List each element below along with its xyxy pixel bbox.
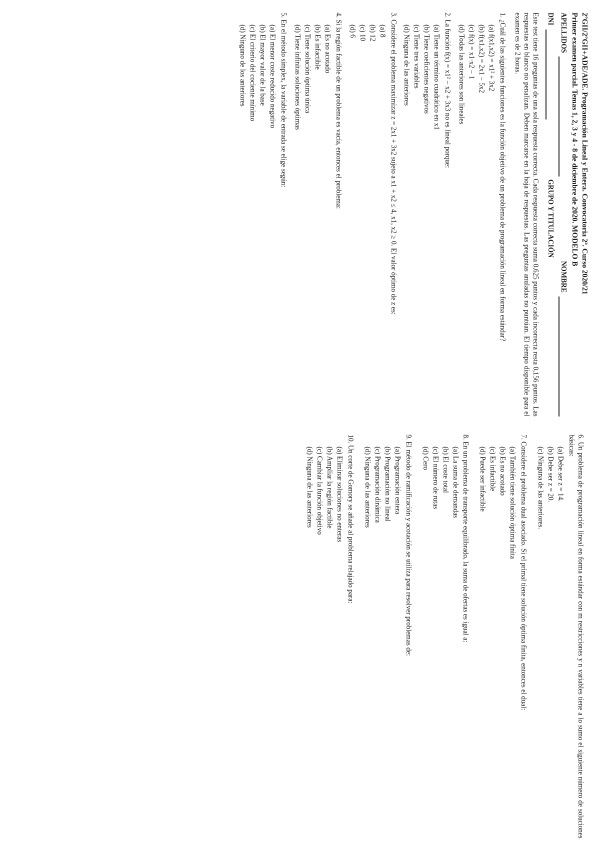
question-9 (362, 434, 412, 838)
group-field (545, 179, 554, 257)
option: (a) También tiene solución óptima finita (508, 446, 517, 559)
option: (c) El número de rutas (430, 446, 439, 509)
option: (b) El coste total (440, 446, 449, 493)
option: (b) Debe ser z = 20. (546, 446, 555, 502)
group-label: GRUPO Y TITULACIÓN (545, 178, 554, 258)
exam-title: 2ºGII/2ºGII+ADE/ADE. Programación Lineal y Entera. Convocatoria 2ª. Curso 2020/21 (580, 12, 589, 294)
name-blank (558, 296, 566, 416)
question-7 (477, 434, 527, 838)
option: (d) Ninguna de las anteriores (305, 446, 314, 528)
option: (b) 12 (367, 24, 376, 41)
question-text: 1. ¿Cuál de las siguientes funciones es la función objetivo de un problema de programación lineal en forma estándar? (498, 12, 507, 341)
surname-label: APELLIDOS (558, 12, 567, 53)
option: (c) Ninguna de las anteriores. (536, 446, 545, 529)
option: (b) Ampliar la región factible (325, 446, 334, 529)
option: (a) Programación entera (392, 446, 401, 514)
option: (b) Es no acotado (498, 446, 507, 496)
question-6 (535, 434, 584, 838)
question-text: 6. Un problema de programación lineal en forma estándar con m restricciones y n variables tiene a lo sumo el siguiente número de soluciones básicas: (567, 434, 584, 838)
option: (d) 6 (347, 24, 356, 38)
question-8 (420, 434, 470, 838)
option: (c) El criterio del cociente mínimo (248, 24, 257, 121)
option: (b) Programación no lineal (382, 446, 391, 522)
question-text: 8. En un problema de transporte equilibrado, la suma de ofertas es igual a: (461, 434, 470, 642)
option: (c) Cambiar la función objetivo (315, 446, 324, 535)
option: (a) El menor coste reducido negativo (268, 24, 277, 128)
question-10 (304, 434, 354, 838)
option: (a) 8 (377, 24, 386, 38)
name-fields (558, 12, 567, 416)
dni-field (545, 12, 554, 119)
option: (a) f(x1,x2) = x1² + 3x2 (487, 24, 496, 91)
option: (d) Ninguna de las anteriores (402, 24, 411, 106)
right-column (9, 434, 589, 838)
option: (d) Puede ser infactible (478, 446, 487, 512)
name-field (558, 261, 567, 417)
option: (d) Tiene infinitas soluciones óptimas (292, 24, 301, 130)
dni-blank (545, 29, 553, 119)
option: (a) Debe ser z = 14. (556, 446, 565, 502)
surname-blank (558, 56, 566, 176)
option: (b) Es infactible (312, 24, 321, 70)
option: (c) Programación dinámica (372, 446, 381, 523)
option: (d) Cero (420, 446, 429, 470)
question-4 (292, 12, 342, 416)
instructions: Este test tiene 16 preguntas de una sola respuesta correcta. Cada respuesta correcta suma 0,625 puntos y cada incorrecta resta 0,156 puntos. Las respuestas en blanco no penalizan. Deben marcarse en la hoja de respuestas. Las preguntas anuladas no puntúan. El tiempo disponible para el examen es de 2 horas. (513, 12, 539, 416)
question-text: 4. Si la región factible de un problema es vacía, entonces el problema: (333, 12, 342, 209)
question-text: 10. Un corte de Gomory se añade al problema relajado para: (345, 434, 354, 603)
option: (d) Ninguno de los anteriores (238, 24, 247, 107)
option: (a) La suma de demandas (450, 446, 459, 518)
exam-subtitle: Primer examen parcial. Temas 1, 2, 3 y 4 - 8 de diciembre de 2020. MODELO B (570, 12, 580, 266)
option: (c) f(x) = x1·x2 − 1 (467, 24, 476, 79)
option: (b) El mayor valor de la base (258, 24, 267, 106)
option: (a) Es no acotado (322, 24, 331, 73)
option: (c) Tiene tres variables (412, 24, 421, 88)
question-text: 2. La función f(x) = x1² − x2 + 3x3 no es lineal porque: (443, 12, 452, 168)
question-1 (456, 12, 506, 416)
option: (b) Tiene coeficientes negativos (422, 24, 431, 114)
question-text: 3. Considere el problema maximizar z = 2x1 + 3x2 sujeto a x1 + x2 ≤ 4, x1, x2 ≥ 0. El valor óptimo de z es: (388, 12, 397, 315)
question-2 (402, 12, 452, 416)
question-text: 9. El método de ramificación y acotación se utiliza para resolver problemas de: (403, 434, 412, 656)
option: (a) Tiene un término cuadrático en x1 (432, 24, 441, 130)
id-fields (545, 12, 554, 416)
name-label: NOMBRE (558, 260, 567, 292)
question-3 (347, 12, 397, 416)
option: (c) 10 (357, 24, 366, 41)
option: (c) Tiene solución óptima única (302, 24, 311, 113)
option: (d) Todas las anteriores son lineales (457, 24, 466, 124)
question-text: 5. En el método símplex, la variable de entrada se elige según: (278, 12, 287, 187)
option: (c) Es infactible (488, 446, 497, 491)
surname-field (558, 12, 567, 176)
question-5 (237, 12, 287, 416)
dni-label: DNI (545, 12, 554, 25)
option: (a) Eliminar soluciones no enteras (334, 446, 343, 542)
option: (b) f(x1,x2) = 2x1 − 5x2 (477, 24, 486, 93)
option: (d) Ninguna de las anteriores (362, 446, 371, 528)
question-text: 7. Considere el problema dual asociado. Si el primal tiene solución óptima finita, entonces el dual: (519, 434, 528, 710)
left-column (9, 12, 589, 416)
